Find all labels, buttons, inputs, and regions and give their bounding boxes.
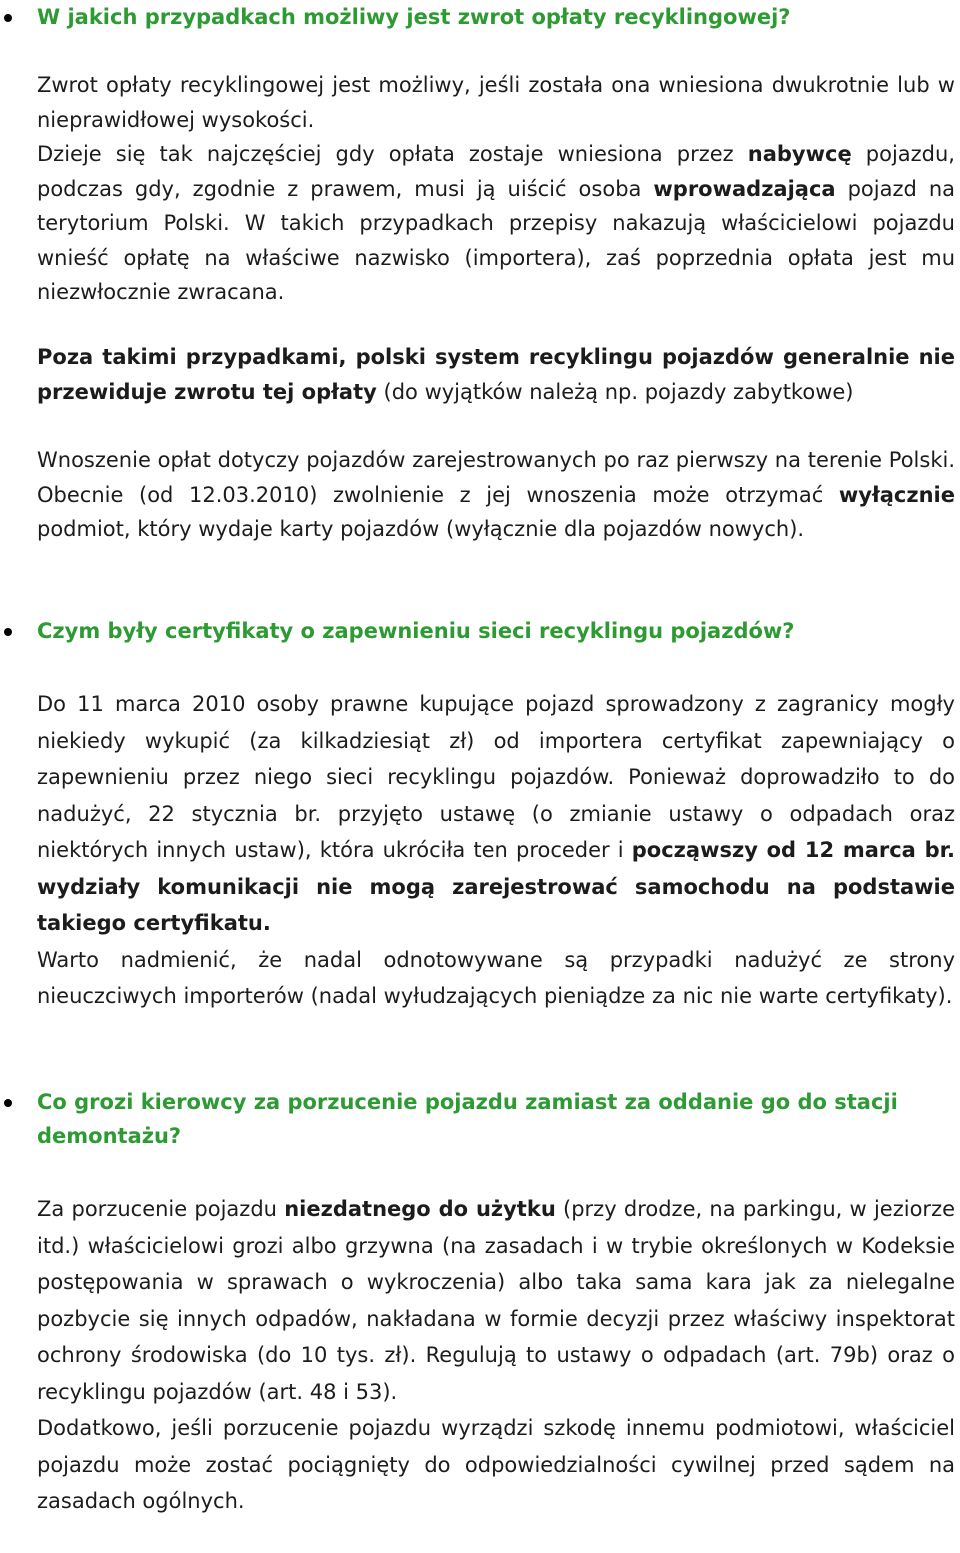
paragraph	[37, 340, 955, 409]
bold-text: począwszy od 12 marca br. wydziały komunikacji nie mogą zarejestrować samochodu na podstawie takiego certyfikatu.	[37, 838, 955, 935]
sentence: podmiot, który wydaje karty pojazdów (wyłącznie dla pojazdów nowych).	[37, 517, 805, 541]
bullet-icon	[4, 14, 12, 22]
sentence: Zwrot opłaty recyklingowej jest możliwy, jeśli została ona wniesiona dwukrotnie lub w nieprawidłowej wysokości.	[37, 73, 955, 132]
section-heading: W jakich przypadkach możliwy jest zwrot opłaty recyklingowej?	[37, 5, 791, 29]
sentence: pojazd na terytorium Polski. W takich przypadkach przepisy nakazują właścicielowi pojazdu wnieść opłatę na właściwe nazwisko (importera), zaś poprzednia opłata jest mu niezwłocznie zwracana.	[37, 176, 955, 304]
bold-text: nabywcę	[747, 142, 852, 166]
bold-text: niezdatnego do użytku	[284, 1197, 556, 1221]
sentence: Dodatkowo, jeśli porzucenie pojazdu wyrządzi szkodę innemu podmiotowi, właściciel pojazdu może zostać pociągnięty do odpowiedzialności cywilnej przed sądem na zasadach ogólnych.	[37, 1416, 955, 1513]
sentence: pojazdu, podczas gdy, zgodnie z prawem, musi ją uiścić osoba	[37, 142, 955, 201]
bullet-icon	[4, 1099, 12, 1107]
paragraph	[37, 1191, 955, 1520]
bold-text: Poza takimi przypadkami, polski system recyklingu pojazdów generalnie nie przewiduje zwrotu tej opłaty	[37, 345, 955, 404]
paragraph	[37, 68, 955, 310]
sentence: Warto nadmienić, że nadal odnotowywane są przypadki nadużyć ze strony nieuczciwych importerów (nadal wyłudzających pieniądze za nic nie warte certyfikaty).	[37, 947, 955, 1008]
sentence: (do wyjątków należą np. pojazdy zabytkowe)	[376, 379, 854, 404]
section-heading: Co grozi kierowcy za porzucenie pojazdu zamiast za oddanie go do stacji demontażu?	[37, 1090, 898, 1148]
paragraph	[37, 443, 955, 547]
sentence: Wnoszenie opłat dotyczy pojazdów zarejestrowanych po raz pierwszy na terenie Polski. Obecnie (od 12.03.2010) zwolnienie z jej wnoszenia może otrzymać	[37, 448, 955, 507]
paragraph	[37, 686, 955, 1015]
bullet-icon	[4, 628, 12, 636]
sentence: Dzieje się tak najczęściej gdy opłata zostaje wniesiona przez	[37, 142, 748, 166]
sentence: Za porzucenie pojazdu	[37, 1197, 285, 1221]
sentence: Do 11 marca 2010 osoby prawne kupujące pojazd sprowadzony z zagranicy mogły niekiedy wykupić (za kilkadziesiąt zł) od importera certyfikat zapewniający o zapewnieniu przez niego sieci recyklingu pojazdów. Ponieważ doprowadziło to do nadużyć, 22 stycznia br. przyjęto ustawę (o zmianie ustawy o odpadach oraz niektórych innych ustaw), która ukróciła ten proceder i	[37, 692, 955, 862]
bold-text: wyłącznie	[838, 482, 955, 507]
sentence: (przy drodze, na parkingu, w jeziorze itd.) właścicielowi grozi albo grzywna (na zasadach i w trybie określonych w Kodeksie postępowania w sprawach o wykroczenia) albo taka sama kara jak za nielegalne pozbycie się innych odpadów, nakładana w formie decyzji przez właściwy inspektorat ochrony środowiska (do 10 tys. zł). Regulują to ustawy o odpadach (art. 79b) oraz o recyklingu pojazdów (art. 48 i 53).	[37, 1197, 956, 1404]
bold-text: wprowadzająca	[653, 176, 836, 201]
section-heading: Czym były certyfikaty o zapewnieniu sieci recyklingu pojazdów?	[37, 619, 795, 643]
